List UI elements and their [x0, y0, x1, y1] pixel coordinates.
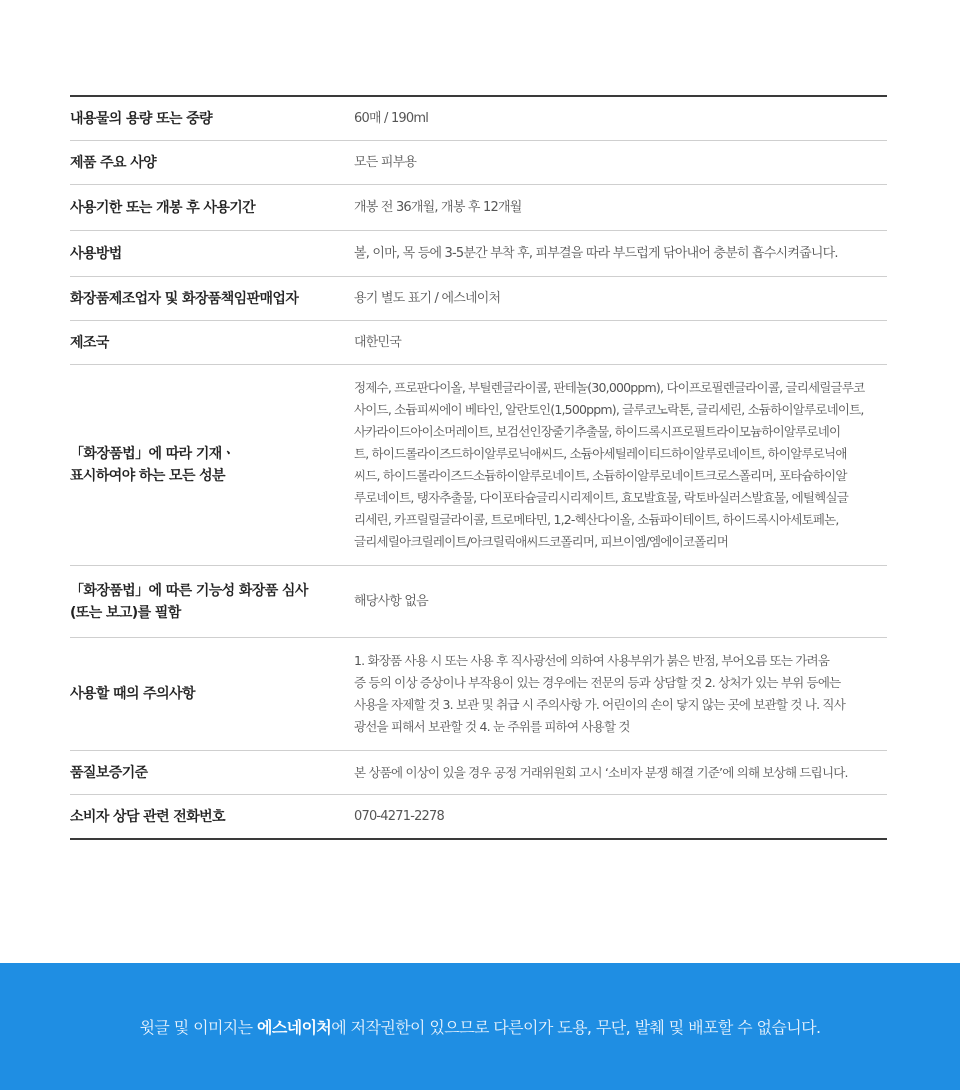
copyright-text-before: 윗글 및 이미지는	[139, 1018, 257, 1037]
row-value-usage: 볼, 이마, 목 등에 3-5분간 부착 후, 피부결을 따라 부드럽게 닦아내어 충분히 흡수시켜줍니다.	[350, 231, 887, 277]
row-label-capacity: 내용물의 용량 또는 중량	[70, 110, 213, 127]
table-row	[70, 185, 887, 231]
row-value-ingredients: 정제수, 프로판다이올, 부틸렌글라이콜, 판테놀(30,000ppm), 다이프로필렌글라이콜, 글리세릴글루코 사이드, 소듐피씨에이 베타인, 알란토인(1,500ppm), 글루코노락톤, 글리세린, 소듐하이알루로네이트, 사카라이드아이소머레이트, 보검선인장줄기추출물, 하이드록시프로필트라이모늄하이알루로네이 트, 하이드롤라이즈드하이알루로닉애씨드, 소듐아세틸레이티드하이알루로네이트, 하이알루로닉애 씨드, 하이드롤라이즈드소듐하이알루로네이트, 소듐하이알루로네이트크로스폴리머, 포타슘하이알 루로네이트, 탱자추출물, 다이포타슘글리시리제이트, 효모발효물, 락토바실러스발효물, 에틸헥실글 리세린, 카프릴릴글라이콜, 트로메타민, 1,2-헥산다이올, 소듐파이테이트, 하이드록시아세토페논, 글리세릴아크릴레이트/아크릴릭애씨드코폴리머, 피브이엠/엠에이코폴리머	[350, 365, 887, 566]
row-value-country: 대한민국	[350, 321, 887, 365]
row-label-phone: 소비자 상담 관련 전화번호	[70, 795, 350, 840]
row-label-manufacturer: 화장품제조업자 및 화장품책임판매업자	[70, 277, 350, 321]
row-label-precautions: 사용할 때의 주의사항	[70, 638, 350, 751]
row-label-functional: 「화장품법」에 따른 기능성 화장품 심사 (또는 보고)를 필함	[70, 566, 350, 638]
row-label-spec: 제품 주요 사양	[70, 141, 350, 185]
table-row	[70, 277, 887, 321]
row-value-manufacturer: 용기 별도 표기 / 에스네이처	[350, 277, 887, 321]
table-row	[70, 566, 887, 638]
table-row	[70, 638, 887, 751]
copyright-text-after: 에 저작권한이 있으므로 다른이가 도용, 무단, 발췌 및 배포할 수 없습니다.	[331, 1018, 821, 1037]
row-value-precautions: 1. 화장품 사용 시 또는 사용 후 직사광선에 의하여 사용부위가 붉은 반점, 부어오름 또는 가려움 증 등의 이상 증상이나 부작용이 있는 경우에는 전문의 등과 상담할 것 2. 상처가 있는 부위 등에는 사용을 자제할 것 3. 보관 및 취급 시 주의사항 가. 어린이의 손이 닿지 않는 곳에 보관할 것 나. 직사 광선을 피해서 보관할 것 4. 눈 주위를 피하여 사용할 것	[350, 638, 887, 751]
row-value-expiry: 개봉 전 36개월, 개봉 후 12개월	[350, 185, 887, 231]
table-row	[70, 751, 887, 795]
row-value-spec: 모든 피부용	[350, 141, 887, 185]
row-value-capacity: 60매 / 190ml	[354, 110, 429, 126]
copyright-text	[140, 1015, 821, 1038]
row-value-functional: 해당사항 없음	[350, 566, 887, 638]
row-label-country: 제조국	[70, 321, 350, 365]
row-label-usage: 사용방법	[70, 231, 350, 277]
table-row	[70, 96, 887, 141]
row-label-ingredients: 「화장품법」에 따라 기재ㆍ 표시하여야 하는 모든 성분	[70, 365, 350, 566]
table-row	[70, 321, 887, 365]
table-row	[70, 231, 887, 277]
table-row	[70, 795, 887, 840]
product-info-table	[70, 95, 887, 840]
row-label-expiry: 사용기한 또는 개봉 후 사용기간	[70, 185, 350, 231]
brand-name: 에스네이처	[257, 1018, 332, 1037]
row-value-quality: 본 상품에 이상이 있을 경우 공정 거래위원회 고시 ‘소비자 분쟁 해결 기준’에 의해 보상해 드립니다.	[350, 751, 887, 795]
row-label-quality: 품질보증기준	[70, 751, 350, 795]
table-row	[70, 365, 887, 566]
copyright-footer	[0, 963, 960, 1090]
row-value-phone: 070-4271-2278	[350, 795, 887, 840]
table-row	[70, 141, 887, 185]
